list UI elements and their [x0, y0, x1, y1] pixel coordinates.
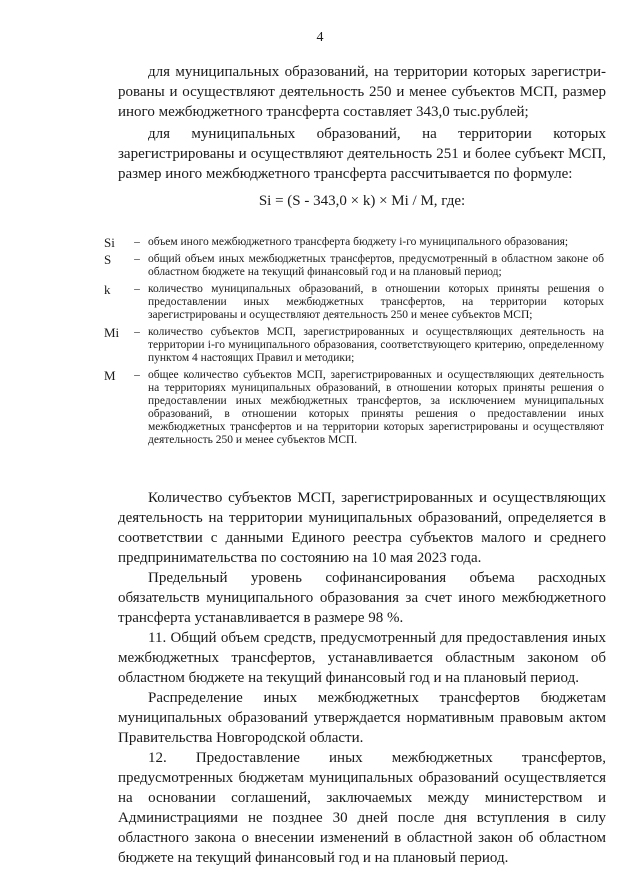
definition-dash: –	[134, 369, 140, 381]
definition-dash: –	[134, 283, 140, 295]
definition-text: общее количество субъектов МСП, зарегистрированных и осуществляющих деятельность на территориях муниципальных образований, в отношении которых приняты решения о предоставлении иных межбюджетных трансфертов, за исключением муниципальных образований, в отношении которых приняты решения о предоставлении иных межбюджетных трансфертов и на территории которых зарегистрированы и осуществляют деятельность 250 и менее субъектов МСП.	[148, 369, 604, 446]
definition-text: объем иного межбюджетного трансферта бюджету i-го муниципального образования;	[148, 236, 569, 248]
definition-row	[104, 236, 604, 249]
paragraph-12: 12. Предоставление иных межбюджетных трансфертов, предусмотренных бюджетам муниципальных образований осуществляется на основании соглашений, заключаемых между министерством и Администрациями не позднее 30 дней после дня вступления в силу областного закона о внесении изменений в областной закон об областном бюджете на текущий финансовый год и на плановый период.	[118, 750, 606, 866]
page-number: 4	[316, 30, 324, 45]
definition-text: количество субъектов МСП, зарегистрированных и осуществляющих деятельность на территории i-го муниципального образования, соответствующего критерию, определенному пунктом 4 настоящих Правил и методики;	[148, 326, 604, 364]
paragraph-251-or-more: для муниципальных образований, на территории которых зарегистрированы и осуществляют деятельность 251 и более субъект МСП, размер иного межбюджетного трансферта рассчитывается по формуле:	[118, 126, 606, 182]
definition-text: количество муниципальных образований, в отношении которых приняты решения о предоставлении иных межбюджетных трансфертов, на территории которых зарегистрированы и осуществляют деятельность 250 и менее субъектов МСП;	[148, 283, 604, 321]
definition-row	[104, 326, 604, 365]
intro-line-3: иного межбюджетного трансферта составляет 343,0 тыс.рублей;	[118, 104, 529, 120]
intro-line-2: рованы и осуществляют деятельность 250 и менее субъектов МСП, размер	[118, 84, 606, 100]
definition-row	[104, 369, 604, 447]
intro-line-1: для муниципальных образований, на территории которых зарегистри-	[148, 64, 606, 80]
definition-dash: –	[134, 236, 140, 248]
definition-row	[104, 283, 604, 322]
paragraph-smb-count: Количество субъектов МСП, зарегистрированных и осуществляющих деятельность на территории муниципальных образований, определяется в соответствии с данными Единого реестра субъектов малого и среднего предпринимательства по состоянию на 10 мая 2023 года.	[118, 490, 606, 566]
paragraph-cofinancing-limit: Предельный уровень софинансирования объема расходных обязательств муниципального образования за счет иного межбюджетного трансферта устанавливается в размере 98 %.	[118, 570, 606, 626]
definition-row	[104, 253, 604, 279]
intro-paragraph	[118, 62, 606, 122]
paragraph-distribution: Распределение иных межбюджетных трансфертов бюджетам муниципальных образований утверждается нормативным правовым актом Правительства Новгородской области.	[118, 690, 606, 746]
definition-dash: –	[134, 326, 140, 338]
definitions-list	[104, 236, 604, 451]
definition-symbol: k	[104, 282, 111, 297]
formula: Si = (S - 343,0 × k) × Mi / M, где:	[258, 193, 466, 209]
definition-symbol: Mi	[104, 325, 120, 340]
definition-symbol: S	[104, 252, 112, 267]
definition-symbol: M	[104, 368, 116, 383]
definition-text: общий объем иных межбюджетных трансфертов, предусмотренный в областном законе об областном бюджете на текущий финансовый год и на плановый период;	[148, 253, 604, 278]
definition-symbol: Si	[104, 235, 115, 250]
definition-dash: –	[134, 253, 140, 265]
paragraph-11: 11. Общий объем средств, предусмотренный для предоставления иных межбюджетных трансфертов, устанавливается областным законом об областном бюджете на текущий финансовый год и на плановый период.	[118, 630, 606, 686]
